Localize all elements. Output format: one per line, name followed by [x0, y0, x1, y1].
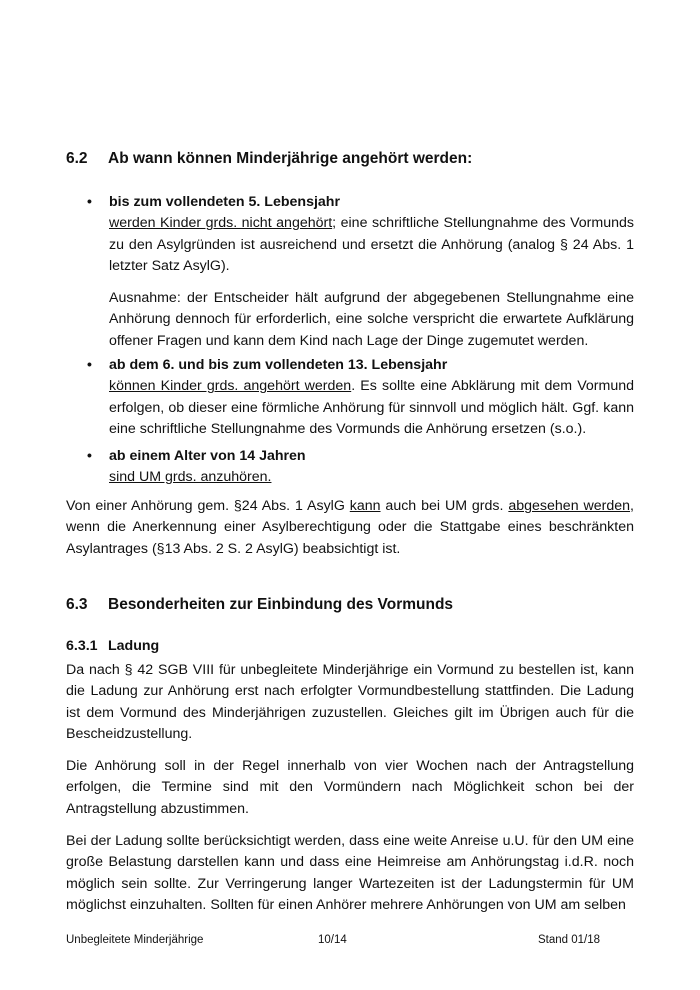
- paragraph-termine: Die Anhörung soll in der Regel innerhalb von vier Wochen nach der Antragstellung erfolgen, die Termine sind mit den Vormündern nach Möglichkeit schon bei der Antragstellung abzustimmen.: [66, 758, 634, 817]
- section-title: Besonderheiten zur Einbindung des Vormunds: [108, 596, 454, 613]
- text-run: auch bei UM grds.: [380, 498, 509, 514]
- paragraph-anreise: Bei der Ladung sollte berücksichtigt werden, dass eine weite Anreise u.U. für den UM eine große Belastung darstellen kann und dass eine Heimreise am Anhörungstag i.d.R. noch möglich sein sollte. Zur Verringerung langer Wartezeiten ist der Ladungstermin für UM möglichst einzuhalten. Sollten für einen Anhörer mehrere Anhörungen von UM am selben: [66, 833, 634, 913]
- footer-version: Stand 01/18: [538, 934, 601, 946]
- section-title: Ab wann können Minderjährige angehört werden:: [108, 150, 473, 167]
- underlined-text: werden Kinder grds. nicht angehört: [109, 215, 333, 232]
- bullet-heading: ab dem 6. und bis zum vollendeten 13. Lebensjahr: [109, 357, 448, 373]
- body-text: ; eine schriftliche Stellungnahme des Vormunds zu den Asylgründen ist ausreichend und ersetzt die Anhörung (analog § 24 Abs. 1 letzter Satz AsylG).: [109, 215, 634, 274]
- bullet-exception: Ausnahme: der Entscheider hält aufgrund der abgegebenen Stellungnahme eine Anhörung dennoch für erforderlich, eine solche verspricht die erwartete Aufklärung offener Fragen und kann dem Kind nach Lage der Dinge zugemutet werden.: [109, 290, 634, 349]
- bullet-item-3: [109, 446, 634, 489]
- bullet-heading: ab einem Alter von 14 Jahren: [109, 448, 306, 464]
- bullet-icon: •: [87, 193, 92, 209]
- bullet-body: [109, 376, 634, 440]
- text-run: , wenn die Anerkennung einer Asylberechtigung oder die Stattgabe eines beschränkten Asylantrages (§13 Abs. 2 S. 2 AsylG) beabsichtigt ist.: [66, 498, 634, 557]
- section-heading-6-3: [66, 596, 453, 614]
- bullet-body: [109, 213, 634, 277]
- subsection-heading-6-3-1: [66, 638, 159, 654]
- bullet-item-2: [109, 355, 634, 440]
- section-heading-6-2: [66, 150, 472, 168]
- section-number: 6.2: [66, 150, 88, 167]
- section-6-3-body: [66, 660, 634, 916]
- footer-title: Unbegleitete Minderjährige: [66, 934, 204, 946]
- underlined-text: abgesehen werden: [508, 498, 631, 514]
- bullet-item-1: [109, 192, 634, 352]
- body-text: . Es sollte eine Abklärung mit dem Vormund erfolgen, ob dieser eine förmliche Anhörung für sinnvoll und möglich hält. Ggf. kann eine schriftliche Stellungnahme des Vormunds die Anhörung ersetzen (s.o.).: [109, 378, 635, 437]
- text-run: Von einer Anhörung gem. §24 Abs. 1 AsylG: [66, 498, 350, 514]
- underlined-text: kann: [349, 498, 381, 514]
- bullet-icon: •: [87, 356, 92, 372]
- bullet-heading: bis zum vollendeten 5. Lebensjahr: [109, 194, 340, 210]
- underlined-text: können Kinder grds. angehört werden: [109, 378, 352, 395]
- subsection-title: Ladung: [108, 638, 160, 654]
- underlined-text: sind UM grds. anzuhören.: [109, 469, 272, 486]
- paragraph-ladung: Da nach § 42 SGB VIII für unbegleitete Minderjährige ein Vormund zu bestellen ist, kann die Ladung zur Anhörung erst nach erfolgter Vormundbestellung stattfinden. Die Ladung ist dem Vormund des Minderjährigen zuzustellen. Gleiches gilt im Übrigen auch für die Bescheidzustellung.: [66, 662, 634, 742]
- section-number: 6.3: [66, 596, 88, 613]
- page-number: 10/14: [318, 934, 347, 946]
- subsection-number: 6.3.1: [66, 638, 98, 654]
- bullet-icon: •: [87, 447, 92, 463]
- paragraph-anhoerung: [66, 496, 634, 560]
